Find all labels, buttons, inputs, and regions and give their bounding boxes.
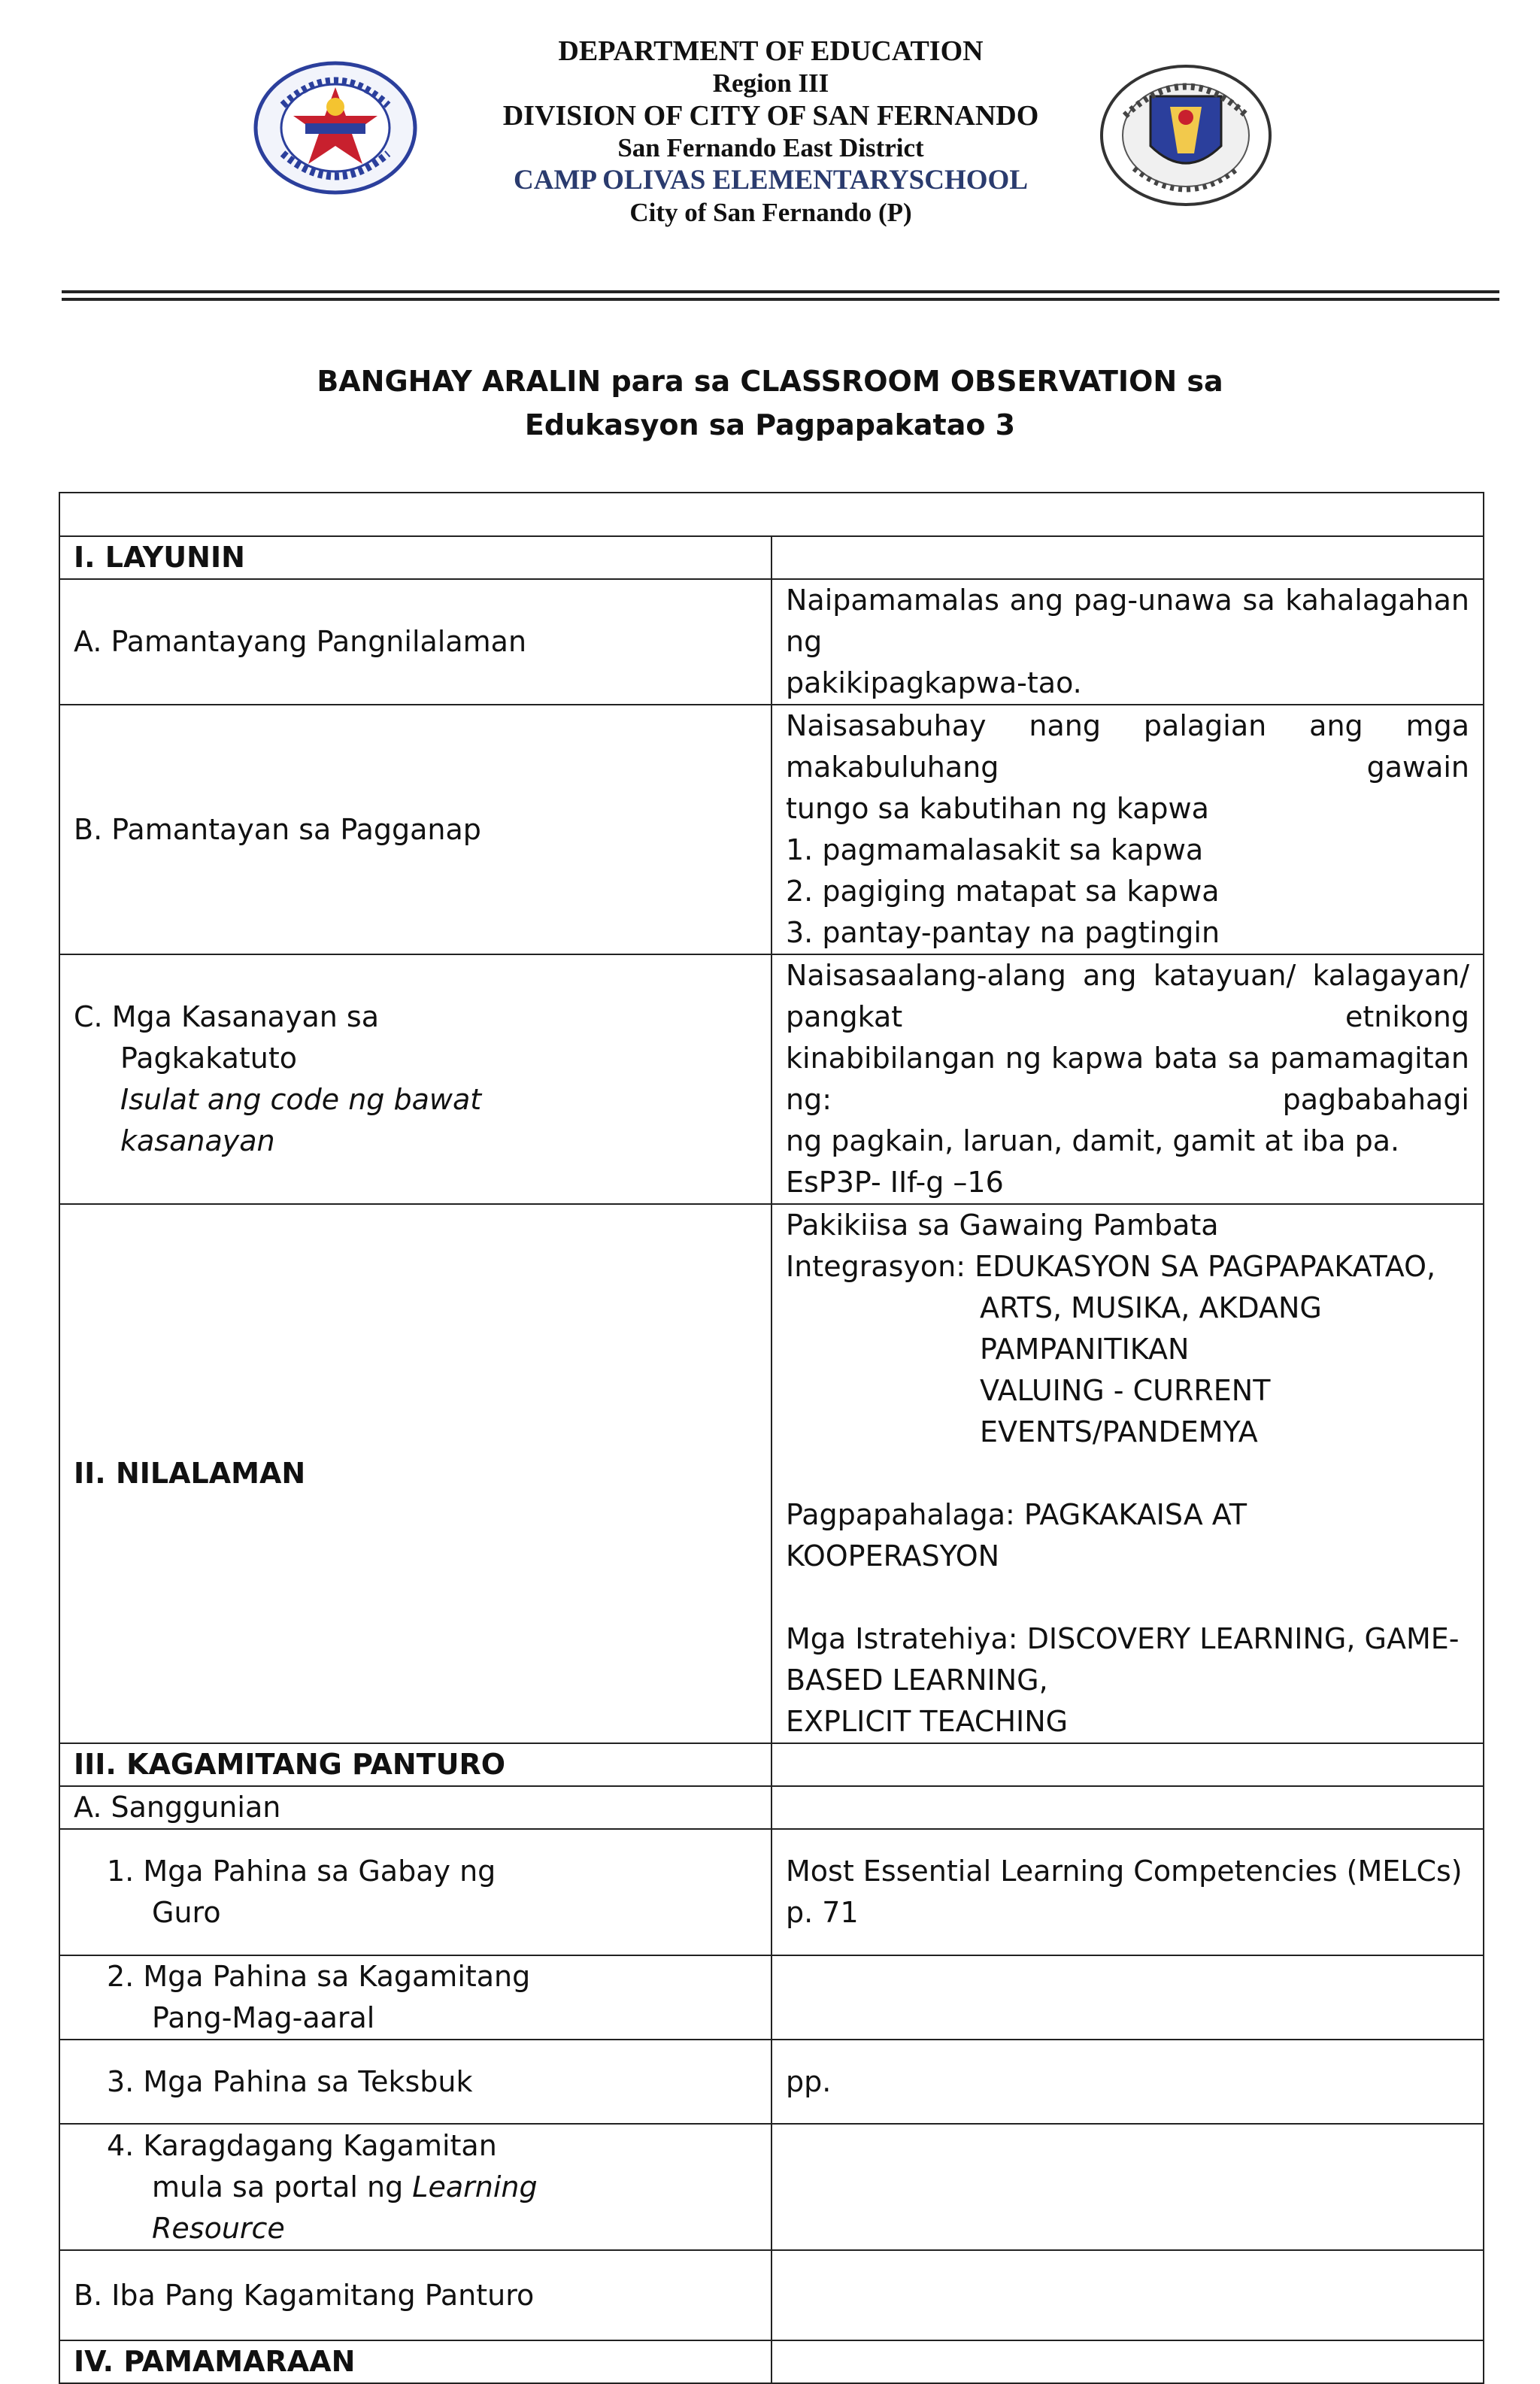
text-line: Integrasyon: EDUKASYON SA PAGPAPAKATAO, (786, 1250, 1436, 1283)
text-line: 1. Mga Pahina sa Gabay ng (107, 1855, 496, 1888)
table-row (59, 705, 1484, 954)
text-line (74, 2167, 757, 2208)
text-line: tungo sa kabutihan ng kapwa (786, 792, 1209, 825)
title-line-2: Edukasyon sa Pagpapakatao 3 (524, 408, 1016, 441)
text-line: ng pagkain, laruan, damit, gamit at iba pa. EsP3P- IIf-g –16 (786, 1124, 1400, 1199)
text-line: Pang-Mag-aaral (152, 2001, 375, 2034)
sanggunian-label: A. Sanggunian (59, 1786, 772, 1829)
text-line: EXPLICIT TEACHING (786, 1705, 1069, 1738)
table-row (59, 1955, 1484, 2040)
pamantayang-pangnilalaman-label: A. Pamantayang Pangnilalaman (59, 579, 772, 705)
lesson-plan-table (59, 492, 1484, 2384)
empty-header-cell (59, 493, 1484, 536)
table-row (59, 2250, 1484, 2340)
kagamitan-label: III. KAGAMITANG PANTURO (59, 1743, 772, 1786)
text-line: ARTS, MUSIKA, AKDANG PAMPANITIKAN (980, 1291, 1322, 1366)
text-line: Pakikiisa sa Gawaing Pambata (786, 1209, 1219, 1242)
layunin-label: I. LAYUNIN (59, 536, 772, 579)
text-span-italic: Learning (412, 2170, 538, 2204)
list-item: 2. pagiging matapat sa kapwa (786, 875, 1220, 908)
table-row (59, 536, 1484, 579)
kagamitang-pang-value (772, 1955, 1484, 2040)
table-row (59, 1743, 1484, 1786)
text-line: pakikipagkapwa-tao. (786, 666, 1082, 699)
pamantayan-sa-pagganap-label: B. Pamantayan sa Pagganap (59, 705, 772, 954)
table-row (59, 1786, 1484, 1829)
table-row (59, 1204, 1484, 1743)
deped-seal-logo (1098, 63, 1274, 208)
text-line: Naipamamalas ang pag-unawa sa kahalagahan ng (786, 584, 1469, 658)
sanggunian-value (772, 1786, 1484, 1829)
text-line: 4. Karagdagang Kagamitan (107, 2128, 497, 2162)
gabay-label (59, 1829, 772, 1955)
table-row (59, 1829, 1484, 1955)
nilalaman-label: II. NILALAMAN (59, 1204, 772, 1743)
kasanayan-value (772, 954, 1484, 1204)
text-line: Guro (152, 1896, 221, 1929)
text-line: Pagkakatuto (120, 1042, 297, 1075)
header-divider-bottom (62, 298, 1499, 301)
iba-label: B. Iba Pang Kagamitang Panturo (59, 2250, 772, 2340)
text-line: kinabibilangan ng kapwa bata sa pamamagitan ng: pagbabahagi (786, 1042, 1469, 1116)
portal-value (772, 2124, 1484, 2250)
division-name: DIVISION OF CITY OF SAN FERNANDO (502, 100, 1039, 132)
text-line: Resource (152, 2211, 285, 2245)
text-line: Pagpapahalaga: PAGKAKAISA AT KOOPERASYON (786, 1498, 1247, 1573)
text-line: 3. Mga Pahina sa Teksbuk (107, 2064, 473, 2098)
department-name: DEPARTMENT OF EDUCATION (558, 35, 984, 67)
text-line: Naisasaalang-alang ang katayuan/ kalagayan/ pangkat etnikong (786, 959, 1469, 1033)
region: Region III (712, 68, 829, 98)
kasanayan-note: Isulat ang code ng bawat (120, 1083, 482, 1116)
school-name: CAMP OLIVAS ELEMENTARYSCHOOL (514, 165, 1028, 196)
table-row (59, 2124, 1484, 2250)
text-line: C. Mga Kasanayan sa (74, 1000, 379, 1033)
layunin-value (772, 536, 1484, 579)
kasanayan-label (59, 954, 772, 1204)
text-line: VALUING - CURRENT EVENTS/PANDEMYA (980, 1374, 1271, 1448)
list-item: 1. pagmamalasakit sa kapwa (786, 833, 1204, 866)
kagamitang-pang-label (59, 1955, 772, 2040)
nilalaman-value (772, 1204, 1484, 1743)
city-name: City of San Fernando (P) (629, 198, 912, 227)
pamantayan-sa-pagganap-value (772, 705, 1484, 954)
teksbuk-value: pp. (772, 2040, 1484, 2124)
teksbuk-label (59, 2040, 772, 2124)
list-item: 3. pantay-pantay na pagtingin (786, 916, 1220, 949)
text-line: Naisasabuhay nang palagian ang mga makabuluhang gawain (786, 709, 1469, 784)
school-header (421, 35, 1120, 229)
table-row (59, 2040, 1484, 2124)
spacer (786, 1453, 1469, 1494)
title-line-1: BANGHAY ARALIN para sa CLASSROOM OBSERVATION sa (317, 365, 1223, 398)
text-span: mula sa portal ng (152, 2170, 413, 2204)
spacer (786, 1577, 1469, 1618)
text-line: 2. Mga Pahina sa Kagamitang (107, 1960, 531, 1993)
table-row (59, 2340, 1484, 2383)
table-row (59, 493, 1484, 536)
iba-value (772, 2250, 1484, 2340)
pamamaraan-value (772, 2340, 1484, 2383)
text-line: Mga Istratehiya: DISCOVERY LEARNING, GAME-BASED LEARNING, (786, 1622, 1460, 1697)
table-row (59, 954, 1484, 1204)
kasanayan-note: kasanayan (120, 1124, 275, 1157)
document-title (0, 359, 1540, 447)
header-divider-top (62, 290, 1499, 293)
kagamitan-value (772, 1743, 1484, 1786)
pamamaraan-label: IV. PAMAMARAAN (59, 2340, 772, 2383)
pamantayang-pangnilalaman-value (772, 579, 1484, 705)
school-seal-logo (253, 60, 418, 196)
gabay-value: Most Essential Learning Competencies (MELCs) p. 71 (772, 1829, 1484, 1955)
portal-label (59, 2124, 772, 2250)
district-name: San Fernando East District (617, 133, 924, 162)
table-row (59, 579, 1484, 705)
